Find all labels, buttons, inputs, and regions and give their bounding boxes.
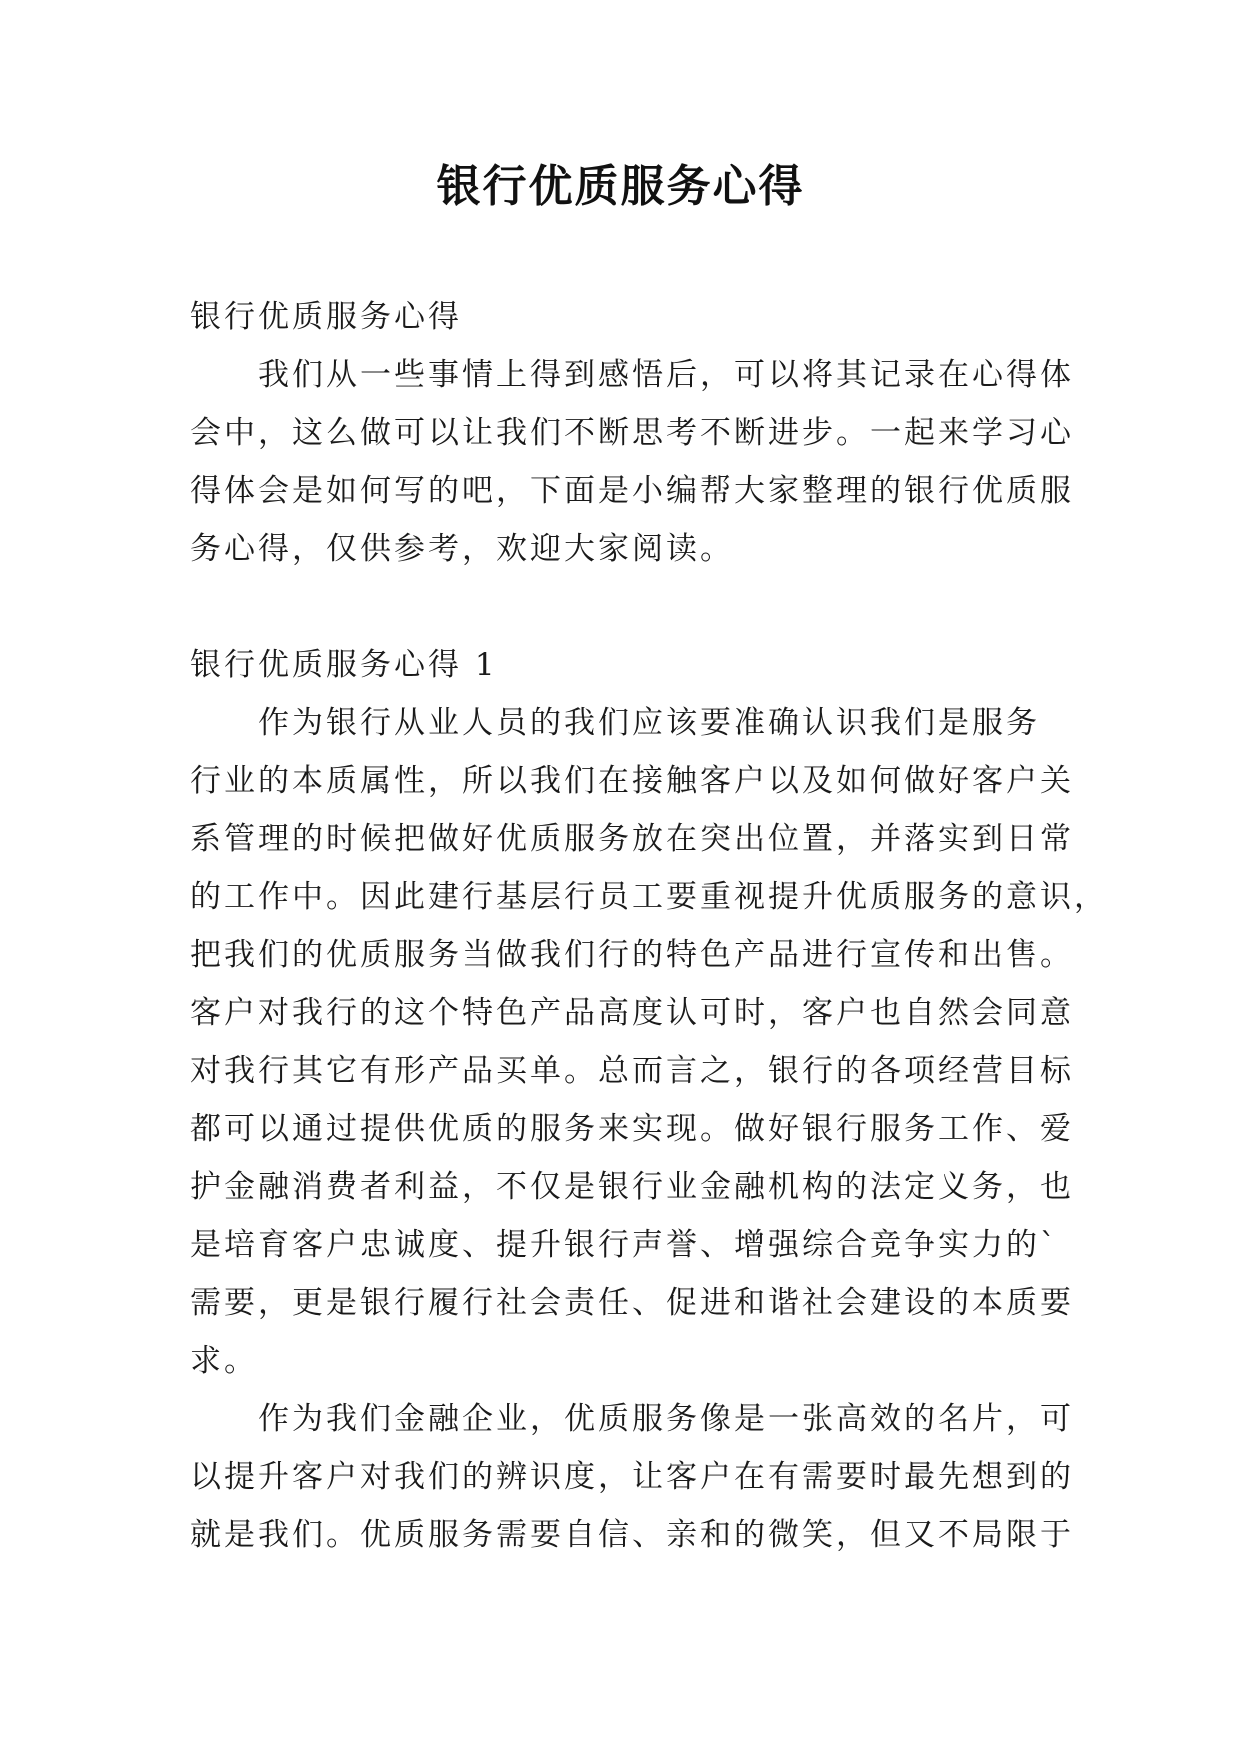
paragraph-line: 客户对我行的这个特色产品高度认可时，客户也自然会同意 bbox=[190, 995, 1074, 1031]
document-title: 银行优质服务心得 bbox=[436, 161, 805, 212]
paragraph-line: 以提升客户对我们的辨识度，让客户在有需要时最先想到的 bbox=[190, 1459, 1074, 1495]
paragraph-line: 都可以通过提供优质的服务来实现。做好银行服务工作、爱 bbox=[190, 1111, 1074, 1147]
paragraph-line: 护金融消费者利益，不仅是银行业金融机构的法定义务，也 bbox=[190, 1169, 1074, 1205]
paragraph-line: 是培育客户忠诚度、提升银行声誉、增强综合竞争实力的` bbox=[190, 1227, 1059, 1263]
paragraph-line: 对我行其它有形产品买单。总而言之，银行的各项经营目标 bbox=[190, 1053, 1074, 1089]
paragraph-line: 就是我们。优质服务需要自信、亲和的微笑，但又不局限于 bbox=[190, 1517, 1074, 1553]
paragraph-line: 会中，这么做可以让我们不断思考不断进步。一起来学习心 bbox=[190, 415, 1074, 451]
paragraph-line: 把我们的优质服务当做我们行的特色产品进行宣传和出售。 bbox=[190, 937, 1074, 973]
blank-line bbox=[190, 578, 1060, 636]
section-heading: 银行优质服务心得 1 bbox=[190, 647, 498, 683]
paragraph-line: 求。 bbox=[190, 1343, 258, 1379]
paragraph-line: 务心得，仅供参考，欢迎大家阅读。 bbox=[190, 531, 734, 567]
paragraph-line: 作为银行从业人员的我们应该要准确认识我们是服务 bbox=[258, 705, 1040, 741]
paragraph-line: 系管理的时候把做好优质服务放在突出位置，并落实到日常 bbox=[190, 821, 1074, 857]
paragraph-line: 行业的本质属性，所以我们在接触客户以及如何做好客户关 bbox=[190, 763, 1074, 799]
paragraph-line: 作为我们金融企业，优质服务像是一张高效的名片，可 bbox=[258, 1401, 1074, 1437]
paragraph-line: 得体会是如何写的吧，下面是小编帮大家整理的银行优质服 bbox=[190, 473, 1074, 509]
intro-heading: 银行优质服务心得 bbox=[190, 299, 462, 335]
paragraph-line: 的工作中。因此建行基层行员工要重视提升优质服务的意识， bbox=[190, 879, 1108, 915]
paragraph-line: 需要，更是银行履行社会责任、促进和谐社会建设的本质要 bbox=[190, 1285, 1074, 1321]
paragraph-line: 我们从一些事情上得到感悟后，可以将其记录在心得体 bbox=[258, 357, 1074, 393]
document-body bbox=[190, 288, 1108, 1564]
